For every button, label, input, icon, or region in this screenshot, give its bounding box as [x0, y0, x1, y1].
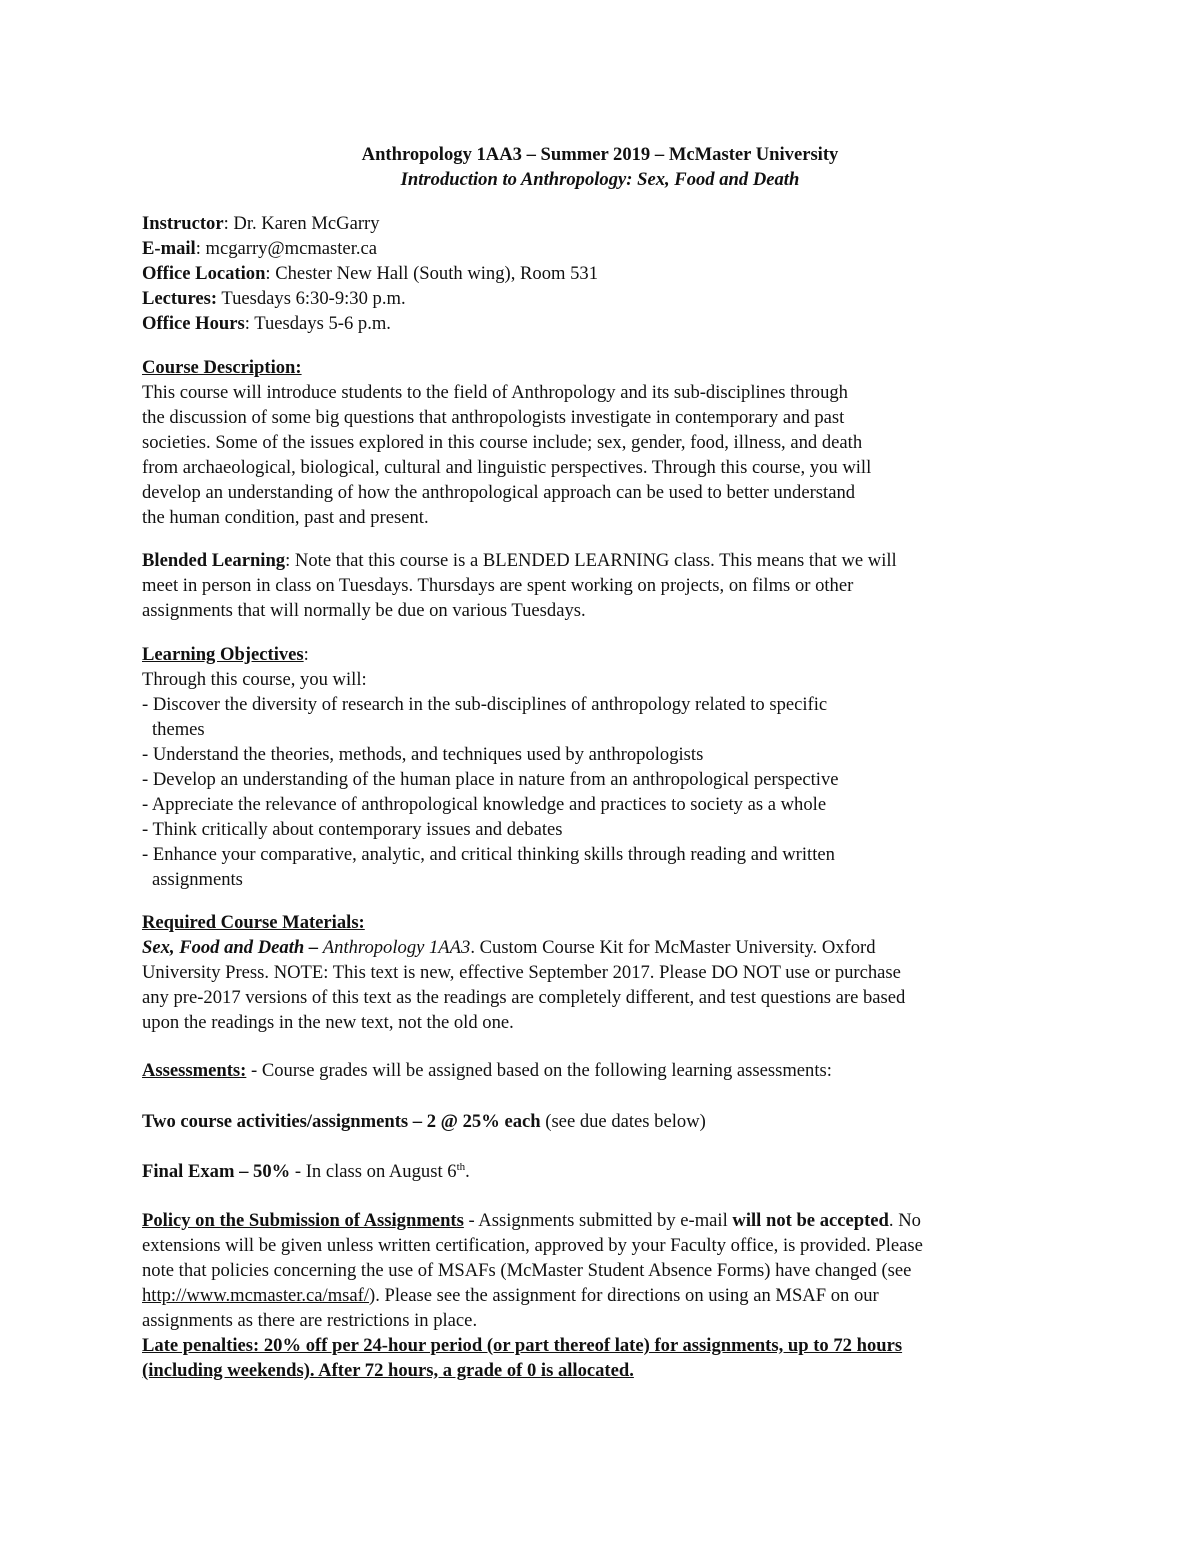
objective-item: - Appreciate the relevance of anthropological knowledge and practices to society as a whole	[142, 794, 827, 815]
course-description-section	[142, 355, 1062, 530]
email-value: : mcgarry@mcmaster.ca	[195, 238, 378, 259]
policy-heading: Policy on the Submission of Assignments	[142, 1210, 464, 1231]
assessments-line	[142, 1058, 1062, 1083]
msaf-link[interactable]: http://www.mcmaster.ca/msaf/	[142, 1285, 370, 1306]
date-suffix: th	[456, 1161, 466, 1173]
document-title	[0, 142, 1200, 167]
email-line	[142, 236, 1062, 261]
objective-item: - Think critically about contemporary issues and debates	[142, 819, 563, 840]
objective-item: - Discover the diversity of research in the sub-disciplines of anthropology related to specific	[142, 694, 828, 715]
book-subtitle: Anthropology 1AA3	[322, 937, 471, 958]
objective-item-continued: themes	[152, 719, 205, 740]
learning-objectives-heading: Learning Objectives	[142, 644, 304, 665]
policy-line: extensions will be given unless written certification, approved by your Faculty office, is provided. Please	[142, 1235, 923, 1256]
policy-text: - Assignments submitted by e-mail	[463, 1210, 733, 1231]
objective-item-continued: assignments	[152, 869, 243, 890]
policy-text-end: . No	[888, 1210, 921, 1231]
instructor-line	[142, 211, 1062, 236]
course-materials-section	[142, 910, 1062, 1035]
description-line: the discussion of some big questions that anthropologists investigate in contemporary and past	[142, 407, 845, 428]
policy-line: assignments as there are restrictions in place.	[142, 1310, 478, 1331]
lectures-value: Tuesdays 6:30-9:30 p.m.	[217, 288, 406, 309]
learning-objectives-section	[142, 642, 1062, 892]
final-exam-weight: Final Exam – 50%	[142, 1161, 291, 1182]
description-line: from archaeological, biological, cultural and linguistic perspectives. Through this course, you will	[142, 457, 872, 478]
objective-item: - Enhance your comparative, analytic, and critical thinking skills through reading and written	[142, 844, 835, 865]
office-hours-line	[142, 311, 1062, 336]
office-value: : Chester New Hall (South wing), Room 531	[265, 263, 599, 284]
policy-line: note that policies concerning the use of MSAFs (McMaster Student Absence Forms) have changed (see	[142, 1260, 912, 1281]
description-line: This course will introduce students to the field of Anthropology and its sub-disciplines through	[142, 382, 848, 403]
blended-learning-line: meet in person in class on Tuesdays. Thursdays are spent working on projects, on films or other	[142, 575, 854, 596]
instructor-value: : Dr. Karen McGarry	[223, 213, 380, 234]
office-line	[142, 261, 1062, 286]
final-exam-period: .	[465, 1161, 470, 1182]
assessments-heading: Assessments:	[142, 1060, 247, 1081]
description-line: societies. Some of the issues explored in this course include; sex, gender, food, illness, and death	[142, 432, 863, 453]
subtitle-text: Introduction to Anthropology: Sex, Food and Death	[400, 169, 800, 190]
course-materials-heading: Required Course Materials:	[142, 912, 365, 933]
objective-item: - Develop an understanding of the human place in nature from an anthropological perspective	[142, 769, 839, 790]
office-hours-label: Office Hours	[142, 313, 245, 334]
document-subtitle	[0, 167, 1200, 192]
course-description-heading: Course Description:	[142, 357, 302, 378]
instructor-label: Instructor	[142, 213, 224, 234]
objective-item: - Understand the theories, methods, and techniques used by anthropologists	[142, 744, 704, 765]
final-exam-line	[142, 1159, 1062, 1184]
final-exam-note: - In class on August 6	[290, 1161, 457, 1182]
lectures-line	[142, 286, 1062, 311]
blended-learning-label: Blended Learning	[142, 550, 286, 571]
objectives-intro: Through this course, you will:	[142, 669, 367, 690]
heading-colon: :	[303, 644, 309, 665]
submission-policy-section	[142, 1208, 1062, 1383]
materials-line: any pre-2017 versions of this text as the readings are completely different, and test questions are based	[142, 987, 906, 1008]
activities-note: (see due dates below)	[540, 1111, 706, 1132]
book-title: Sex, Food and Death –	[142, 937, 323, 958]
late-penalties-line: (including weekends). After 72 hours, a grade of 0 is allocated.	[142, 1360, 634, 1381]
policy-line-rest: ). Please see the assignment for directions on using an MSAF on our	[369, 1285, 879, 1306]
activities-line	[142, 1109, 1062, 1134]
assessments-text: - Course grades will be assigned based on the following learning assessments:	[246, 1060, 832, 1081]
policy-emphasis: will not be accepted	[732, 1210, 889, 1231]
blended-learning-text: : Note that this course is a BLENDED LEARNING class. This means that we will	[285, 550, 897, 571]
office-label: Office Location	[142, 263, 266, 284]
description-line: develop an understanding of how the anthropological approach can be used to better understand	[142, 482, 856, 503]
office-hours-value: : Tuesdays 5-6 p.m.	[244, 313, 391, 334]
title-text: Anthropology 1AA3 – Summer 2019 – McMaster University	[361, 144, 839, 165]
email-label: E-mail	[142, 238, 196, 259]
contact-info	[142, 211, 1062, 336]
materials-text: . Custom Course Kit for McMaster University. Oxford	[470, 937, 876, 958]
blended-learning-section	[142, 548, 1062, 623]
late-penalties-line: Late penalties: 20% off per 24-hour period (or part thereof late) for assignments, up to 72 hours	[142, 1335, 903, 1356]
lectures-label: Lectures:	[142, 288, 218, 309]
blended-learning-line: assignments that will normally be due on various Tuesdays.	[142, 600, 586, 621]
materials-line: University Press. NOTE: This text is new, effective September 2017. Please DO NOT use or purchase	[142, 962, 901, 983]
activities-weight: Two course activities/assignments – 2 @ 25% each	[142, 1111, 541, 1132]
description-line: the human condition, past and present.	[142, 507, 429, 528]
materials-line: upon the readings in the new text, not the old one.	[142, 1012, 514, 1033]
